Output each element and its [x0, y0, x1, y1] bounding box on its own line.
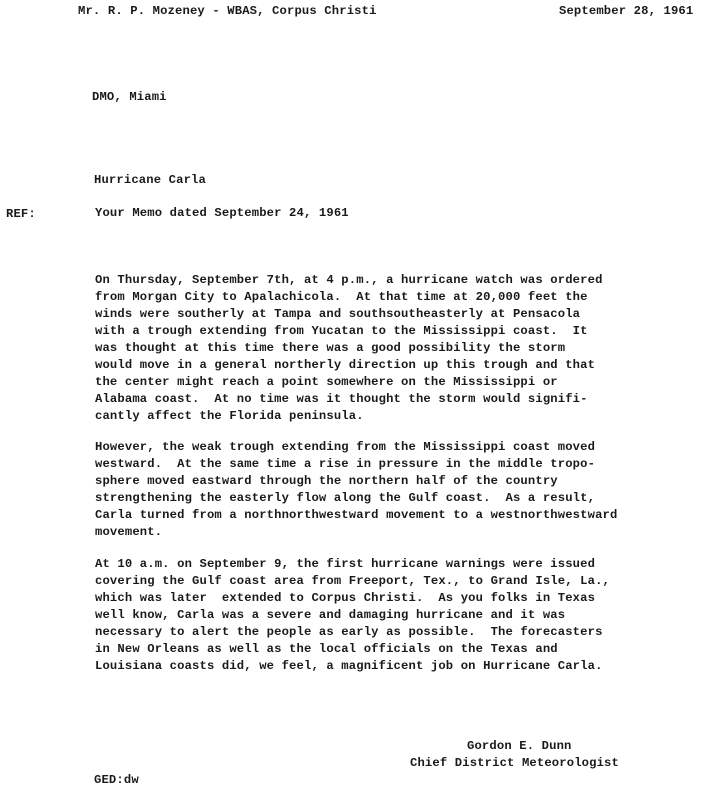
memo-date: September 28, 1961	[559, 4, 694, 18]
memo-subject: Hurricane Carla	[94, 173, 206, 187]
body-paragraph-3	[95, 556, 695, 675]
body-line: winds were southerly at Tampa and southsoutheasterly at Pensacola	[95, 306, 581, 321]
body-line: At 10 a.m. on September 9, the first hurricane warnings were issued	[95, 557, 596, 571]
body-line: would move in a general northerly direction up this trough and that	[95, 357, 596, 372]
body-line: Carla turned from a northnorthwestward movement to a westnorthwestward	[95, 507, 618, 522]
body-line: the center might reach a point somewhere on the Mississippi or	[95, 374, 558, 389]
body-line: well know, Carla was a severe and damaging hurricane and it was	[95, 607, 566, 622]
body-line: westward. At the same time a rise in pressure in the middle tropo-	[95, 456, 596, 471]
memo-addressee: DMO, Miami	[92, 90, 167, 104]
body-line: which was later extended to Corpus Christi. As you folks in Texas	[95, 590, 596, 605]
body-line: in New Orleans as well as the local officials on the Texas and	[95, 641, 558, 656]
signature-title: Chief District Meteorologist	[410, 756, 619, 770]
body-line: Alabama coast. At no time was it thought the storm would signifi-	[95, 391, 588, 406]
body-paragraph-2	[95, 439, 695, 541]
body-line: with a trough extending from Yucatan to the Mississippi coast. It	[95, 323, 588, 338]
body-line: from Morgan City to Apalachicola. At that time at 20,000 feet the	[95, 289, 588, 304]
body-line: sphere moved eastward through the northern half of the country	[95, 473, 558, 488]
reference-label: REF:	[6, 207, 36, 221]
body-line: However, the weak trough extending from the Mississippi coast moved	[95, 440, 596, 454]
body-line: necessary to alert the people as early as possible. The forecasters	[95, 624, 603, 639]
body-line: On Thursday, September 7th, at 4 p.m., a hurricane watch was ordered	[95, 273, 603, 287]
typist-initials: GED:dw	[94, 773, 139, 787]
body-line: movement.	[95, 524, 163, 539]
body-line: Louisiana coasts did, we feel, a magnificent job on Hurricane Carla.	[95, 658, 603, 673]
body-line: covering the Gulf coast area from Freeport, Tex., to Grand Isle, La.,	[95, 573, 610, 588]
memo-from: Mr. R. P. Mozeney - WBAS, Corpus Christi	[78, 4, 377, 18]
body-line: cantly affect the Florida peninsula.	[95, 408, 364, 423]
body-line: was thought at this time there was a good possibility the storm	[95, 340, 566, 355]
reference-text: Your Memo dated September 24, 1961	[95, 206, 349, 220]
body-line: strengthening the easterly flow along the Gulf coast. As a result,	[95, 490, 596, 505]
body-paragraph-1	[95, 272, 695, 425]
signature-name: Gordon E. Dunn	[467, 739, 572, 753]
